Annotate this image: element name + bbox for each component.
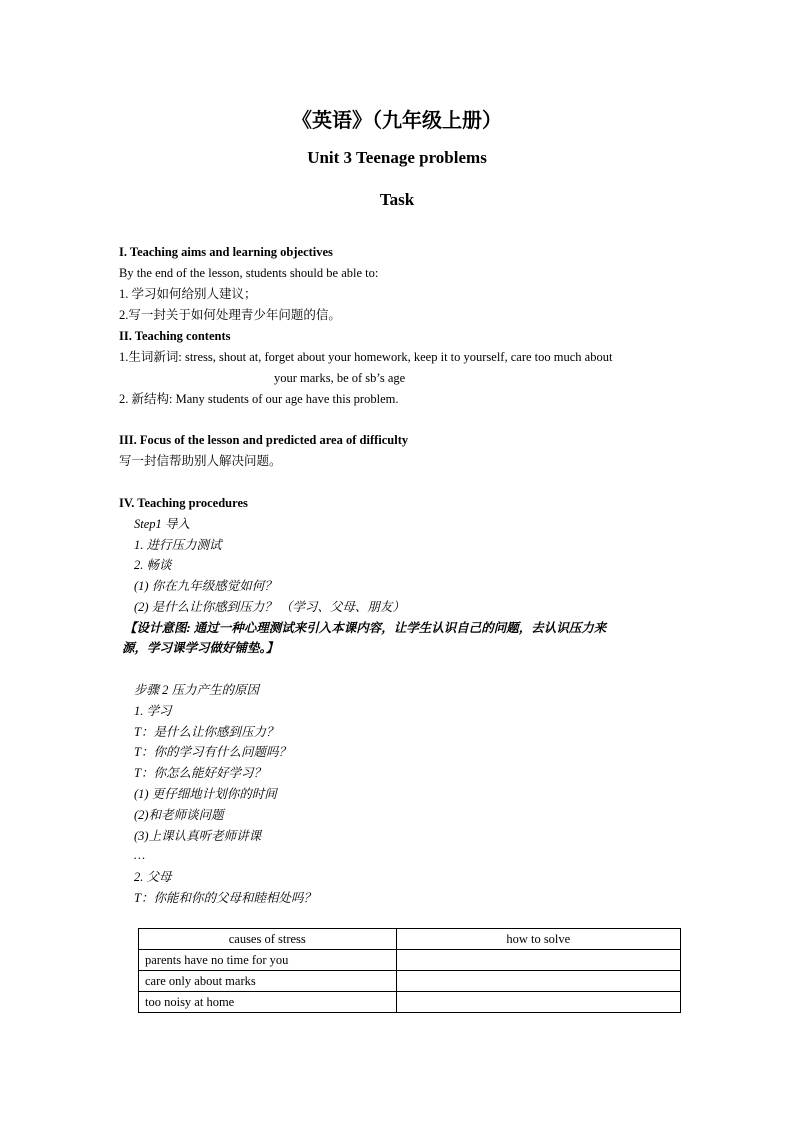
unit-title: Unit 3 Teenage problems xyxy=(307,148,487,167)
table-cell xyxy=(396,992,680,1013)
focus-heading: III. Focus of the lesson and predicted area of difficulty xyxy=(119,433,409,447)
step1-item-2: 2. 畅谈 xyxy=(134,558,172,572)
table-row xyxy=(139,992,681,1013)
step2-heading: 步骤 2 压力产生的原因 xyxy=(134,683,260,697)
table-cell: too noisy at home xyxy=(139,992,397,1013)
step2-item-1: 1. 学习 xyxy=(134,704,172,718)
step1-heading: Step1 导入 xyxy=(134,517,190,531)
step1-question-2: (2) 是什么让你感到压力？ （学习、父母、朋友） xyxy=(134,600,405,614)
step2-teacher-1: T：是什么让你感到压力？ xyxy=(134,725,279,739)
design-intent-line-2: 源，学习课学习做好铺垫。】 xyxy=(122,641,279,655)
step2-answer-1: (1) 更仔细地计划你的时间 xyxy=(134,787,277,801)
table-header-cell: how to solve xyxy=(396,929,680,950)
step2-item-2: 2. 父母 xyxy=(134,870,172,884)
aims-item-1: 1. 学习如何给别人建议； xyxy=(119,287,257,301)
step2-ellipsis: … xyxy=(134,848,146,862)
procedures-heading: IV. Teaching procedures xyxy=(119,496,248,510)
step2-teacher-2: T：你的学习有什么问题吗？ xyxy=(134,745,291,759)
table-cell: parents have no time for you xyxy=(139,950,397,971)
table-cell xyxy=(396,971,680,992)
table-cell: care only about marks xyxy=(139,971,397,992)
step1-item-1: 1. 进行压力测试 xyxy=(134,538,222,552)
step2-answer-2: (2)和老师谈问题 xyxy=(134,808,224,822)
table-cell xyxy=(396,950,680,971)
focus-text: 写一封信帮助别人解决问题。 xyxy=(119,454,282,468)
table-header-row xyxy=(139,929,681,950)
stress-table xyxy=(138,928,681,1013)
aims-item-2: 2.写一封关于如何处理青少年问题的信。 xyxy=(119,308,341,322)
contents-structure: 2. 新结构: Many students of our age have this problem. xyxy=(119,392,399,406)
table-header-cell: causes of stress xyxy=(139,929,397,950)
contents-vocab-line-1: 1.生词新词: stress, shout at, forget about your homework, keep it to yourself, care too much about xyxy=(119,350,613,364)
design-intent-line-1: 【设计意图: 通过一种心理测试来引入本课内容，让学生认识自己的问题，去认识压力来 xyxy=(124,621,607,635)
aims-heading: I. Teaching aims and learning objectives xyxy=(119,245,333,259)
document-title: 《英语》（九年级上册） xyxy=(292,110,502,132)
contents-vocab-line-2: your marks, be of sb’s age xyxy=(274,371,406,385)
step2-answer-3: (3)上课认真听老师讲课 xyxy=(134,829,262,843)
step2-teacher-4: T：你能和你的父母和睦相处吗？ xyxy=(134,891,316,905)
contents-heading: II. Teaching contents xyxy=(119,329,231,343)
table-row xyxy=(139,971,681,992)
aims-intro: By the end of the lesson, students should be able to: xyxy=(119,266,379,280)
step1-question-1: (1) 你在九年级感觉如何？ xyxy=(134,579,277,593)
table-row xyxy=(139,950,681,971)
section-title: Task xyxy=(379,190,415,209)
step2-teacher-3: T：你怎么能好好学习？ xyxy=(134,766,266,780)
